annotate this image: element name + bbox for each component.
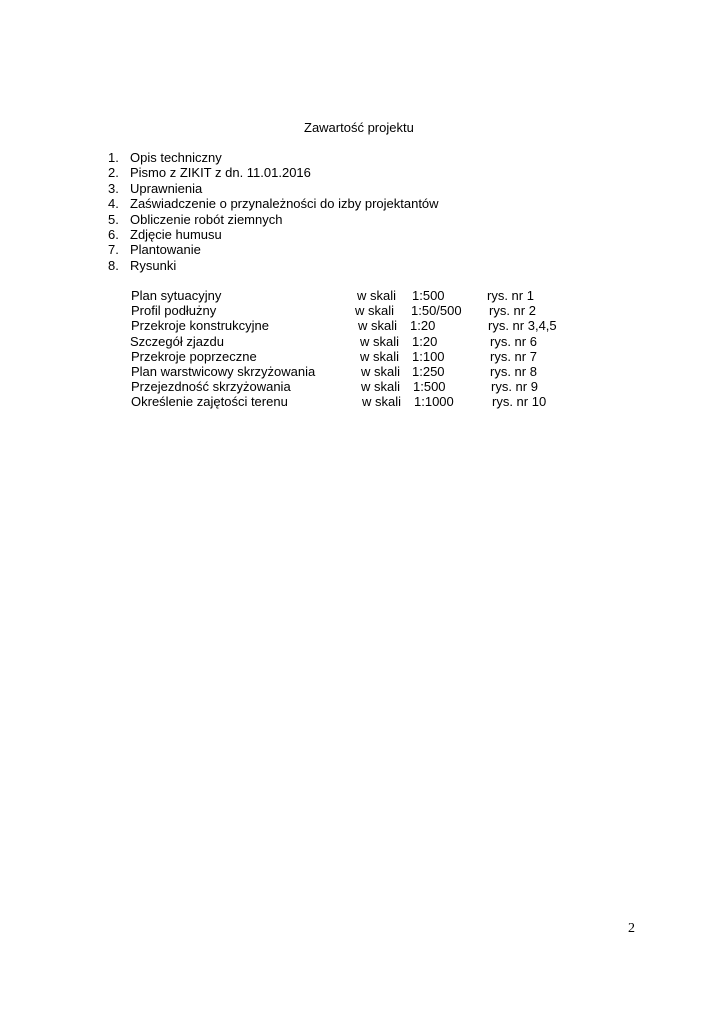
contents-item: [108, 181, 439, 196]
drawing-row: [0, 349, 724, 364]
drawing-row: [0, 379, 724, 394]
drawing-name: Plan warstwicowy skrzyżowania: [131, 363, 316, 379]
drawing-scale-label: w skali: [362, 394, 402, 410]
contents-item-number: 6.: [108, 226, 119, 242]
contents-item-number: 3.: [108, 180, 119, 196]
drawing-scale-label: w skali: [357, 288, 397, 303]
drawing-scale-label: w skali: [360, 348, 400, 364]
drawing-row: [0, 318, 724, 333]
drawing-name: Szczegół zjazdu: [130, 333, 224, 349]
drawing-ref: rys. nr 9: [491, 379, 538, 395]
drawing-scale: 1:500: [412, 288, 445, 303]
contents-item: [108, 150, 439, 165]
drawing-name: Profil podłużny: [131, 303, 217, 319]
drawing-ref: rys. nr 8: [490, 363, 537, 379]
page-number: 2: [628, 921, 635, 936]
drawing-scale: 1:250: [412, 363, 445, 379]
contents-item-label: Uprawnienia: [130, 180, 203, 196]
contents-item-label: Obliczenie robót ziemnych: [130, 211, 283, 227]
contents-item-number: 1.: [108, 150, 119, 165]
page-title: Zawartość projektu: [304, 120, 414, 135]
drawing-scale: 1:20: [410, 318, 436, 334]
drawing-name: Przekroje poprzeczne: [131, 348, 257, 364]
drawing-row: [0, 303, 724, 318]
contents-item-label: Rysunki: [130, 257, 177, 273]
drawing-row: [0, 364, 724, 379]
contents-item-label: Pismo z ZIKIT z dn. 11.01.2016: [130, 165, 311, 181]
drawing-scale-label: w skali: [358, 318, 398, 334]
contents-item: [108, 242, 439, 257]
contents-item: [108, 165, 439, 180]
contents-item: [108, 227, 439, 242]
drawing-scale: 1:1000: [414, 394, 454, 410]
drawing-name: Określenie zajętości terenu: [131, 394, 288, 410]
contents-item-number: 4.: [108, 196, 119, 212]
drawing-scale: 1:100: [412, 348, 445, 364]
drawing-ref: rys. nr 3,4,5: [488, 318, 557, 334]
drawing-ref: rys. nr 6: [490, 333, 537, 349]
drawing-ref: rys. nr 7: [490, 348, 537, 364]
drawing-ref: rys. nr 1: [487, 288, 534, 303]
drawings-list: [0, 288, 724, 410]
contents-item: [108, 258, 439, 273]
drawing-row: [0, 288, 724, 303]
drawing-name: Przejezdność skrzyżowania: [131, 379, 291, 395]
contents-item-label: Zaświadczenie o przynależności do izby projektantów: [130, 196, 439, 212]
drawing-name: Przekroje konstrukcyjne: [131, 318, 269, 334]
drawing-scale: 1:50/500: [411, 303, 462, 319]
drawing-scale-label: w skali: [355, 303, 395, 319]
drawing-name: Plan sytuacyjny: [131, 288, 222, 303]
contents-item-label: Opis techniczny: [130, 150, 222, 165]
drawing-row: [0, 334, 724, 349]
contents-item-label: Plantowanie: [130, 242, 201, 258]
contents-item-number: 5.: [108, 211, 119, 227]
drawing-scale-label: w skali: [361, 379, 401, 395]
contents-item: [108, 212, 439, 227]
contents-item-number: 2.: [108, 165, 119, 181]
contents-item: [108, 196, 439, 211]
drawing-scale: 1:500: [413, 379, 446, 395]
drawing-scale-label: w skali: [360, 333, 400, 349]
contents-item-number: 8.: [108, 257, 119, 273]
contents-list: [108, 150, 439, 273]
drawing-ref: rys. nr 2: [489, 303, 536, 319]
drawing-ref: rys. nr 10: [492, 394, 547, 410]
contents-item-label: Zdjęcie humusu: [130, 226, 222, 242]
drawing-row: [0, 394, 724, 409]
drawing-scale: 1:20: [412, 333, 438, 349]
drawing-scale-label: w skali: [361, 363, 401, 379]
contents-item-number: 7.: [108, 242, 119, 258]
